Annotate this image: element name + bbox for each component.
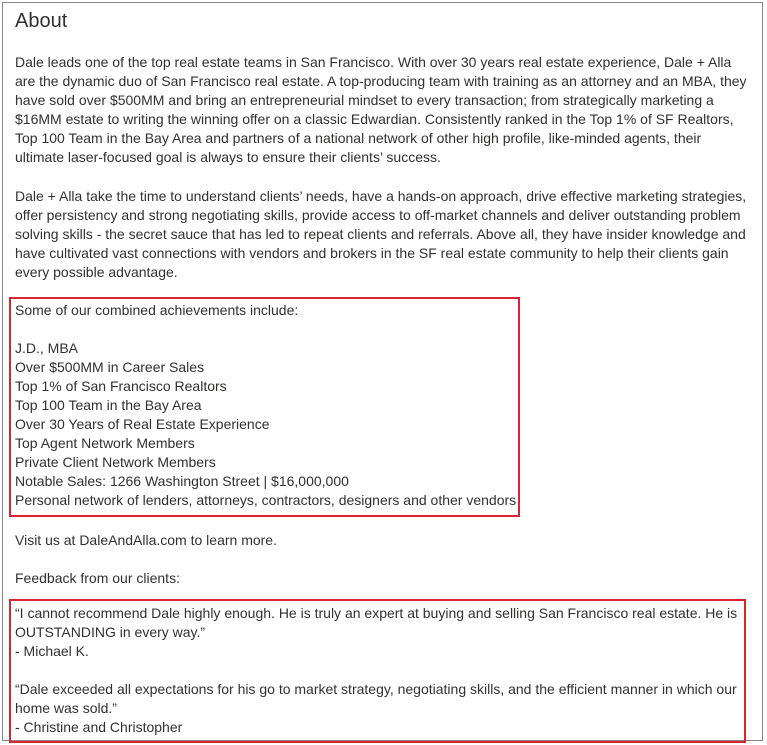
achievement-item: Top 1% of San Francisco Realtors [15, 378, 227, 394]
testimonial [15, 604, 745, 661]
about-content [15, 7, 755, 735]
achievements-list [15, 339, 520, 510]
testimonial-quote: “I cannot recommend Dale highly enough. He is truly an expert at buying and selling San Francisco real estate. He is OUTSTANDING in every way.” [15, 605, 738, 640]
about-paragraph-2: Dale + Alla take the time to understand clients’ needs, have a hands-on approach, drive effective marketing strategies, offer persistency and strong negotiating skills, provide access to off-market channels and deliver outstanding problem solving skills - the secret sauce that has led to repeat clients and referrals. Above all, they have insider knowledge and have cultivated vast connections with vendors and brokers in the SF real estate community to help their clients gain every possible advantage. [15, 188, 747, 280]
about-panel [2, 2, 763, 741]
achievement-item: Top Agent Network Members [15, 435, 195, 451]
feedback-title: Feedback from our clients: [15, 570, 180, 586]
achievement-item: Over $500MM in Career Sales [15, 359, 205, 375]
testimonial [15, 680, 745, 737]
achievements-section [15, 301, 520, 510]
achievements-intro: Some of our combined achievements include: [15, 302, 299, 318]
achievement-item: Notable Sales: 1266 Washington Street | $16,000,000 [15, 473, 349, 489]
about-paragraph-1: Dale leads one of the top real estate teams in San Francisco. With over 30 years real estate experience, Dale + Alla are the dynamic duo of San Francisco real estate. A top-producing team with training as an attorney and an MBA, they have sold over $500MM and bring an entrepreneurial mindset to every transaction; from strategically marketing a $16MM estate to writing the winning offer on a classic Edwardian. Consistently ranked in the Top 1% of SF Realtors, Top 100 Team in the Bay Area and partners of a national network of other high profile, like-minded agents, their ultimate laser-focused goal is always to ensure their clients’ success. [15, 54, 747, 165]
testimonials-section [15, 604, 745, 737]
achievement-item: Top 100 Team in the Bay Area [15, 397, 202, 413]
achievement-item: Private Client Network Members [15, 454, 216, 470]
about-title: About [15, 10, 68, 32]
visit-text: Visit us at DaleAndAlla.com to learn more. [15, 532, 277, 548]
testimonial-author: - Christine and Christopher [15, 719, 183, 735]
achievement-item: J.D., MBA [15, 340, 79, 356]
testimonial-author: - Michael K. [15, 643, 89, 659]
achievement-item: Over 30 Years of Real Estate Experience [15, 416, 270, 432]
testimonial-quote: “Dale exceeded all expectations for his go to market strategy, negotiating skills, and the efficient manner in which our home was sold.” [15, 681, 737, 716]
achievement-item: Personal network of lenders, attorneys, contractors, designers and other vendors [15, 492, 517, 508]
